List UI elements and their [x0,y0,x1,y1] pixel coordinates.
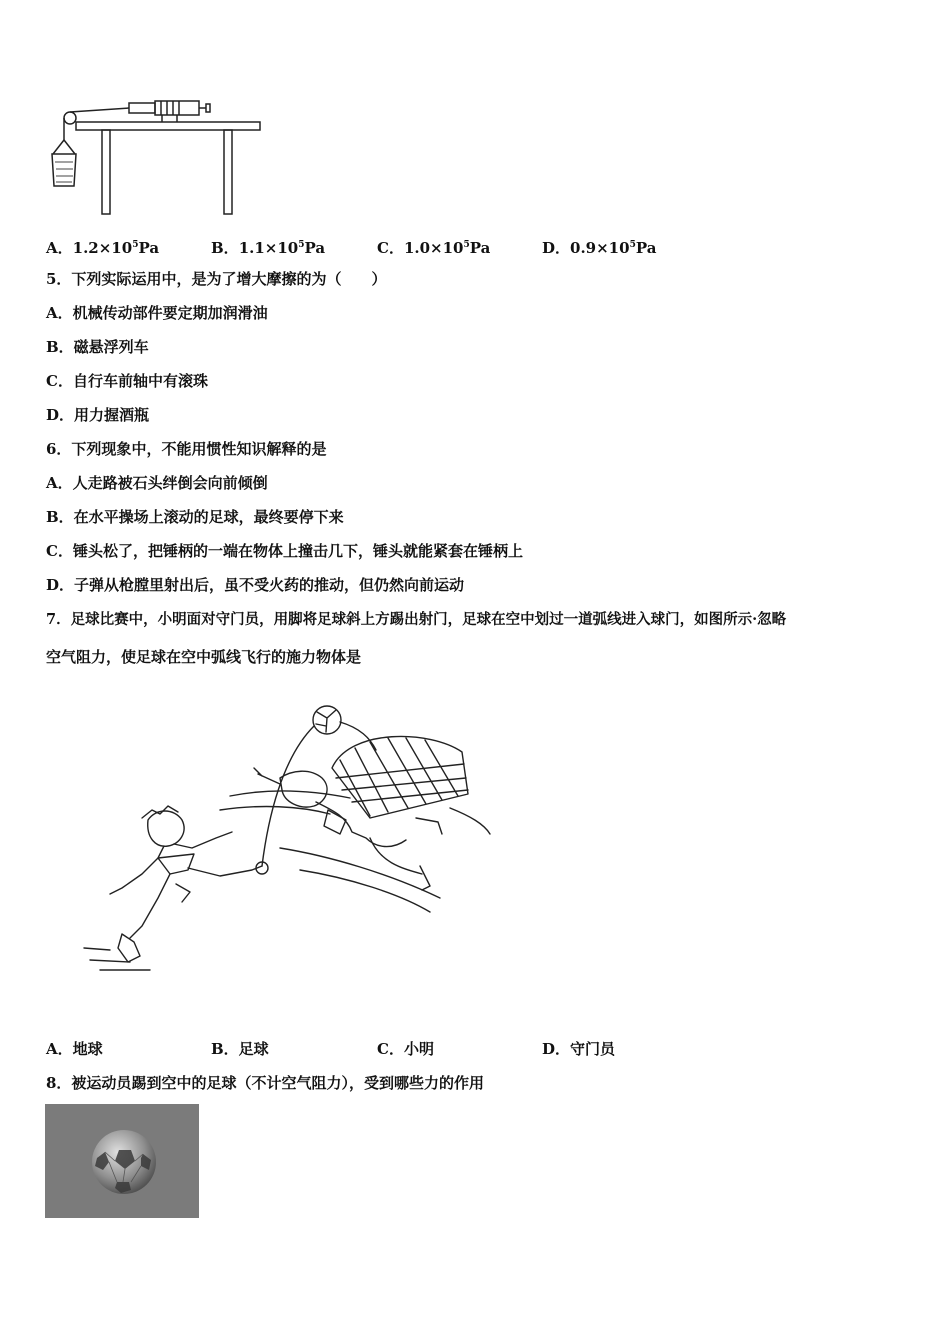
q4-option-b: B．$1.1\times 10^5Pa$ [211,239,326,257]
q5-option-d: D．用力握酒瓶 [46,406,150,424]
soccer-ball-photo [45,1104,199,1218]
q6-option-c: C．锤头松了，把锤柄的一端在物体上撞击几下，锤头就能紧套在锤柄上 [46,542,523,560]
q7-stem-line1: 7．足球比赛中，小明面对守门员，用脚将足球斜上方踢出射门，足球在空中划过一道弧线进入球门，如图所示·忽略 [46,611,787,628]
q5-option-c: C．自行车前轴中有滚珠 [46,372,208,390]
q6-option-a: A．人走路被石头绊倒会向前倾倒 [46,474,268,492]
syringe-table-figure [44,96,264,218]
q7-option-a: A．地球 [46,1040,103,1058]
q4-option-c: C．$1.0\times 10^5Pa$ [377,239,491,257]
q6-option-b: B．在水平操场上滚动的足球，最终要停下来 [46,508,344,526]
q7-stem-line2: 空气阻力，使足球在空中弧线飞行的施力物体是 [46,648,362,666]
q6-stem: 6．下列现象中，不能用惯性知识解释的是 [46,440,327,458]
q7-option-b: B．足球 [211,1040,269,1058]
q5-option-a: A．机械传动部件要定期加润滑油 [46,304,268,322]
soccer-kick-figure [70,698,500,988]
q5-stem: 5．下列实际运用中，是为了增大摩擦的为（ ） [46,270,387,288]
q5-option-b: B．磁悬浮列车 [46,338,149,356]
q8-stem: 8．被运动员踢到空中的足球（不计空气阻力），受到哪些力的作用 [46,1074,484,1092]
q4-option-d: D．$0.9\times 10^5Pa$ [542,239,657,257]
q7-option-d: D．守门员 [542,1040,616,1058]
q6-option-d: D．子弹从枪膛里射出后，虽不受火药的推动，但仍然向前运动 [46,576,465,594]
q4-option-a: A．$1.2\times 10^5Pa$ [46,239,160,257]
q7-option-c: C．小明 [377,1040,434,1058]
